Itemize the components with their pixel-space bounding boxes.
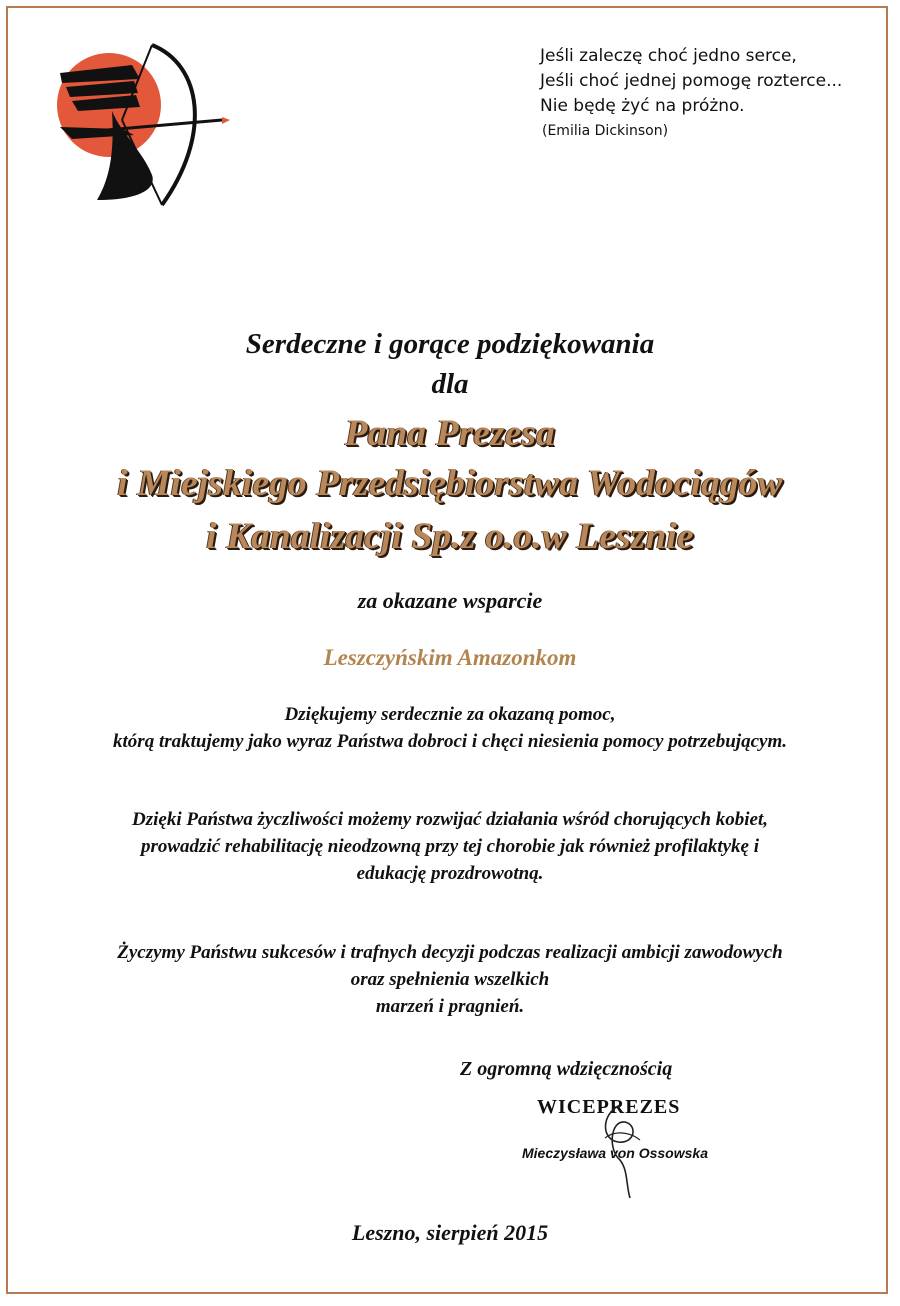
beneficiary-text: Leszczyńskim Amazonkom [323, 645, 577, 670]
paragraph-line: Dzięki Państwa życzliwości możemy rozwijać działania wśród chorujących kobiet, [132, 809, 768, 830]
epigraph-author: (Emilia Dickinson) [542, 123, 669, 139]
paragraph-thanks [0, 701, 900, 755]
closing-text: Z ogromną wdzięcznością [460, 1058, 673, 1080]
paragraph-line: Dziękujemy serdecznie za okazaną pomoc, [284, 704, 616, 725]
handwritten-signature [590, 1100, 650, 1200]
paragraph-wishes [0, 939, 900, 1020]
heading-line-1: Serdeczne i gorące podziękowania [245, 328, 655, 360]
recipient-line-3: i Kanalizacji Sp.z o.o.w Lesznie [206, 516, 694, 557]
signatory-title: WICEPREZES [537, 1096, 681, 1118]
paragraph-line: prowadzić rehabilitację nieodzowną przy tej chorobie jak również profilaktykę i [140, 836, 760, 857]
paragraph-line: oraz spełnienia wszelkich [350, 969, 550, 990]
reason-text: za okazane wsparcie [357, 588, 543, 613]
signatory-name: Mieczysława von Ossowska [522, 1145, 708, 1161]
place-and-date: Leszno, sierpień 2015 [351, 1220, 549, 1245]
paragraph-line: edukację prozdrowotną. [356, 863, 544, 884]
heading-line-2: dla [431, 368, 469, 400]
epigraph [540, 44, 880, 144]
epigraph-line: Jeśli choć jednej pomogę rozterce... [540, 71, 843, 91]
epigraph-line: Nie będę żyć na próżno. [540, 96, 745, 116]
paragraph-line: którą traktujemy jako wyraz Państwa dobroci i chęci niesienia pomocy potrzebującym. [113, 731, 787, 752]
recipient-line-2: i Miejskiego Przedsiębiorstwa Wodociągów [117, 463, 783, 504]
paragraph-line: marzeń i pragnień. [375, 996, 525, 1017]
amazonki-logo [52, 35, 232, 215]
epigraph-line: Jeśli zaleczę choć jedno serce, [540, 46, 797, 66]
recipient-line-1: Pana Prezesa [344, 413, 556, 454]
paragraph-support [0, 806, 900, 887]
paragraph-line: Życzymy Państwu sukcesów i trafnych decyzji podczas realizacji ambicji zawodowych [117, 942, 783, 963]
